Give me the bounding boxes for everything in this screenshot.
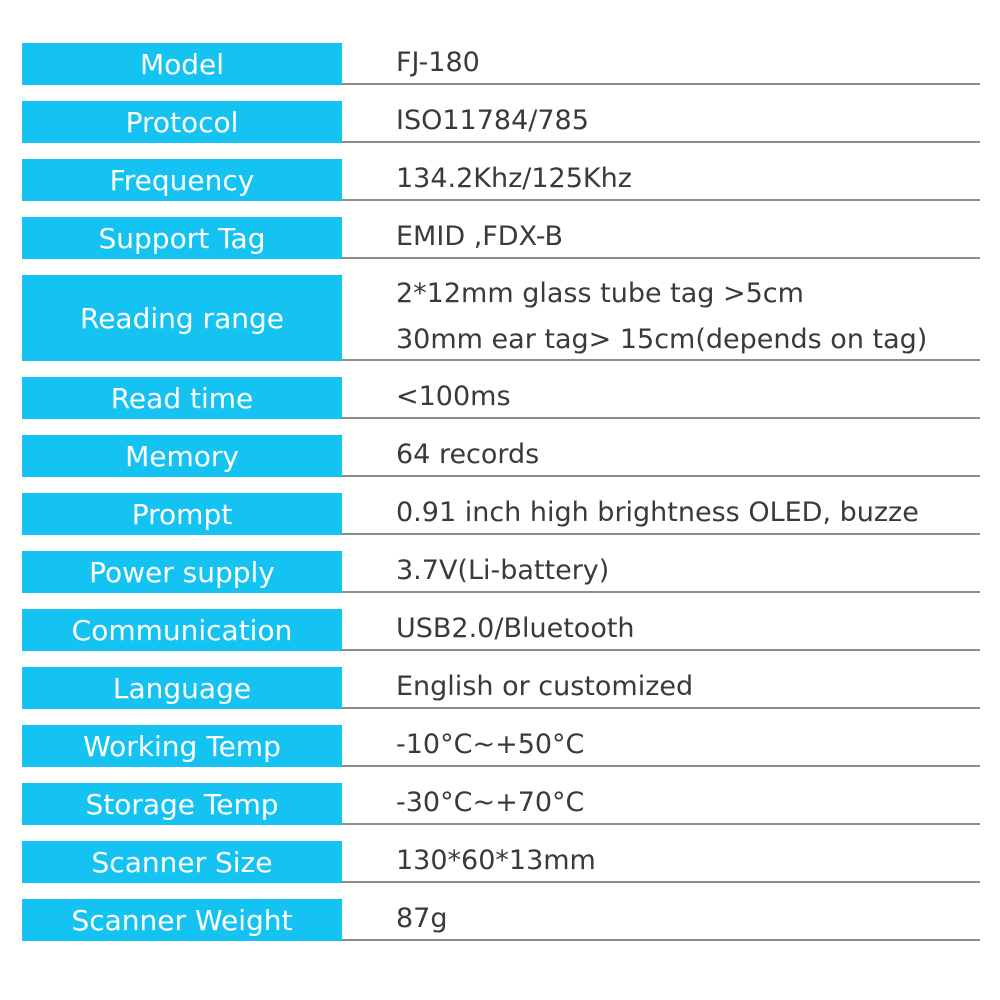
spec-label: Frequency [22, 159, 342, 201]
spec-value [342, 551, 980, 593]
spec-row-protocol [22, 101, 980, 143]
spec-label: Scanner Weight [22, 899, 342, 941]
spec-value-line: 30mm ear tag> 15cm(depends on tag) [396, 324, 928, 355]
spec-value [342, 725, 980, 767]
spec-value-line: -10°C~+50°C [396, 729, 585, 760]
spec-label: Memory [22, 435, 342, 477]
spec-value [342, 609, 980, 651]
spec-value [342, 667, 980, 709]
spec-value-line: FJ-180 [396, 47, 480, 78]
spec-row-reading-range [22, 275, 980, 361]
spec-value [342, 275, 980, 361]
spec-value-line: 3.7V(Li-battery) [396, 555, 610, 586]
spec-value-line: EMID ,FDX-B [396, 221, 564, 252]
spec-value [342, 841, 980, 883]
spec-label: Read time [22, 377, 342, 419]
spec-value-line: -30°C~+70°C [396, 787, 585, 818]
spec-value-line: 64 records [396, 439, 540, 470]
spec-label: Working Temp [22, 725, 342, 767]
spec-label: Scanner Size [22, 841, 342, 883]
spec-value-line: 130*60*13mm [396, 845, 596, 876]
spec-row-frequency [22, 159, 980, 201]
spec-value-line: USB2.0/Bluetooth [396, 613, 635, 644]
spec-value-line: 87g [396, 903, 448, 934]
spec-value [342, 377, 980, 419]
spec-row-storage-temp [22, 783, 980, 825]
spec-value-line: 2*12mm glass tube tag >5cm [396, 278, 804, 309]
spec-value-line: 0.91 inch high brightness OLED, buzze [396, 497, 919, 528]
spec-label: Language [22, 667, 342, 709]
spec-value [342, 783, 980, 825]
spec-row-model [22, 43, 980, 85]
spec-value-line: 134.2Khz/125Khz [396, 163, 632, 194]
spec-label: Communication [22, 609, 342, 651]
spec-label: Prompt [22, 493, 342, 535]
spec-row-memory [22, 435, 980, 477]
spec-label: Storage Temp [22, 783, 342, 825]
spec-row-prompt [22, 493, 980, 535]
spec-row-scanner-weight [22, 899, 980, 941]
spec-label: Reading range [22, 275, 342, 361]
spec-value-line: <100ms [396, 381, 511, 412]
spec-row-scanner-size [22, 841, 980, 883]
spec-row-working-temp [22, 725, 980, 767]
spec-row-power-supply [22, 551, 980, 593]
spec-row-language [22, 667, 980, 709]
spec-value [342, 43, 980, 85]
spec-row-communication [22, 609, 980, 651]
spec-row-support-tag [22, 217, 980, 259]
spec-label: Protocol [22, 101, 342, 143]
spec-value [342, 435, 980, 477]
spec-value [342, 217, 980, 259]
spec-value-line: ISO11784/785 [396, 105, 589, 136]
spec-value [342, 101, 980, 143]
spec-table [22, 43, 980, 941]
spec-value-line: English or customized [396, 671, 694, 702]
spec-label: Support Tag [22, 217, 342, 259]
spec-label: Power supply [22, 551, 342, 593]
spec-row-read-time [22, 377, 980, 419]
spec-value [342, 159, 980, 201]
spec-value [342, 899, 980, 941]
spec-label: Model [22, 43, 342, 85]
spec-value [342, 493, 980, 535]
